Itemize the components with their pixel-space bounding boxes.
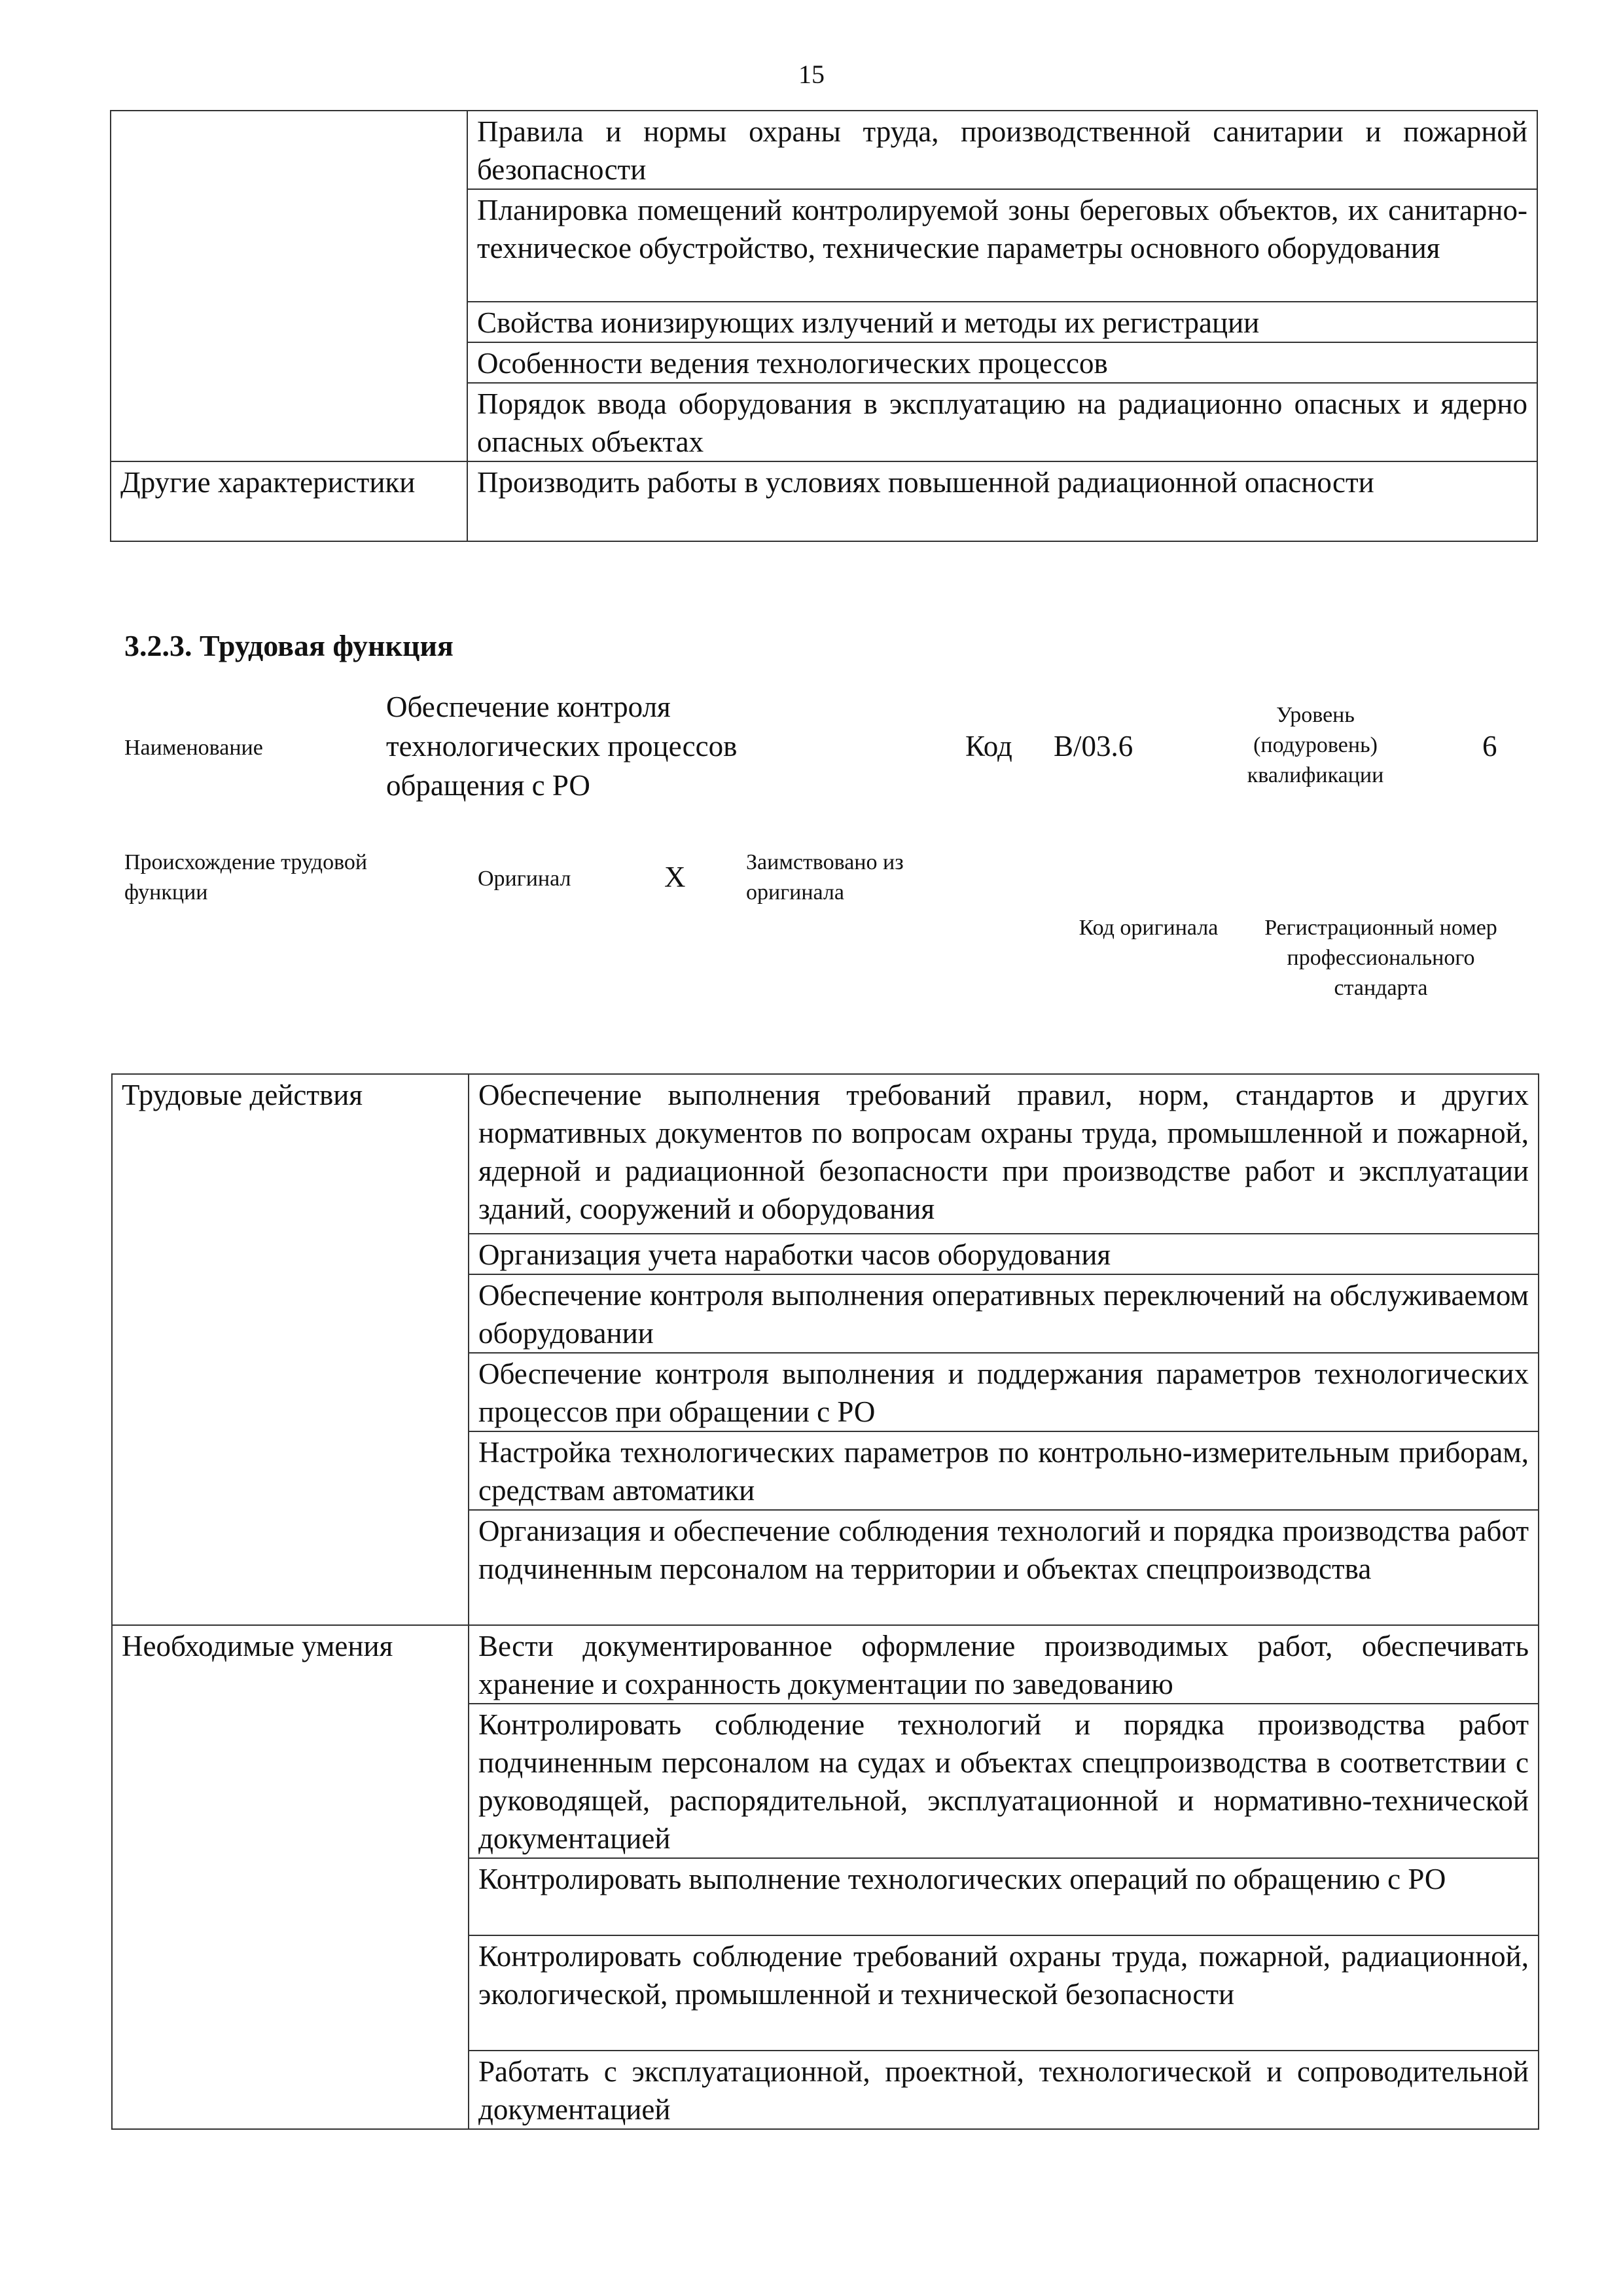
name-label: Наименование — [124, 736, 263, 760]
level-value: 6 — [1482, 730, 1497, 762]
level-label: Уровень (подуровень) квалификации — [1247, 703, 1384, 787]
other-characteristics-value: Производить работы в условиях повышенной радиационной опасности — [467, 461, 1537, 541]
required-skills-label: Необходимые умения — [112, 1625, 469, 2129]
labor-action-item: Организация и обеспечение соблюдения технологий и порядка производства работ подчиненным персоналом на территории и объектах спецпроизводства — [469, 1510, 1539, 1625]
top-row-1: Правила и нормы охраны труда, производственной санитарии и пожарной безопасности — [467, 111, 1537, 189]
code-label: Код — [965, 730, 1012, 762]
required-skill-item: Контролировать соблюдение требований охраны труда, пожарной, радиационной, экологической, промышленной и технической безопасности — [469, 1935, 1539, 2051]
labor-action-item: Обеспечение контроля выполнения и поддержания параметров технологических процессов при обращении с РО — [469, 1353, 1539, 1431]
original-mark: X — [664, 861, 686, 893]
top-row-5: Порядок ввода оборудования в эксплуатацию на радиационно опасных и ядерно опасных объектах — [467, 383, 1537, 461]
labor-action-item: Обеспечение контроля выполнения оперативных переключений на обслуживаемом оборудовании — [469, 1274, 1539, 1353]
borrowed-label: Заимствовано из оригинала — [746, 850, 904, 905]
top-left-empty-cell — [111, 111, 467, 461]
required-skill-item: Контролировать выполнение технологических операций по обращению с РО — [469, 1858, 1539, 1935]
labor-action-item: Настройка технологических параметров по контрольно-измерительным приборам, средствам автоматики — [469, 1431, 1539, 1510]
main-table — [111, 1073, 1539, 2130]
top-row-4: Особенности ведения технологических процессов — [467, 342, 1537, 383]
reg-number-label: Регистрационный номер профессионального стандарта — [1264, 916, 1497, 1000]
code-original-label: Код оригинала — [1079, 916, 1219, 940]
labor-action-item: Обеспечение выполнения требований правил, норм, стандартов и других нормативных документов по вопросам охраны труда, промышленной и пожарной, ядерной и радиационной безопасности при производстве работ и эксплуатации зданий, сооружений и оборудования — [469, 1074, 1539, 1234]
required-skill-item: Контролировать соблюдение технологий и порядка производства работ подчиненным персоналом на судах и объектах спецпроизводства в соответствии с руководящей, распорядительной, эксплуатационной и нормативно-технической документацией — [469, 1704, 1539, 1858]
required-skill-item: Работать с эксплуатационной, проектной, технологической и сопроводительной документацией — [469, 2051, 1539, 2129]
code-value: B/03.6 — [1054, 730, 1133, 762]
other-characteristics-label: Другие характеристики — [111, 461, 467, 541]
section-title: 3.2.3. Трудовая функция — [124, 629, 454, 662]
top-row-2: Планировка помещений контролируемой зоны береговых объектов, их санитарно-техническое обустройство, технические параметры основного оборудования — [467, 189, 1537, 302]
top-table — [110, 110, 1538, 542]
page-number: 15 — [798, 60, 825, 89]
original-label: Оригинал — [478, 867, 571, 891]
top-row-3: Свойства ионизирующих излучений и методы их регистрации — [467, 302, 1537, 342]
labor-actions-label: Трудовые действия — [112, 1074, 469, 1625]
origin-label: Происхождение трудовой функции — [124, 850, 368, 905]
required-skill-item: Вести документированное оформление производимых работ, обеспечивать хранение и сохранность документации по заведованию — [469, 1625, 1539, 1704]
labor-action-item: Организация учета наработки часов оборудования — [469, 1234, 1539, 1274]
name-value: Обеспечение контроля технологических процессов обращения с РО — [386, 691, 738, 802]
